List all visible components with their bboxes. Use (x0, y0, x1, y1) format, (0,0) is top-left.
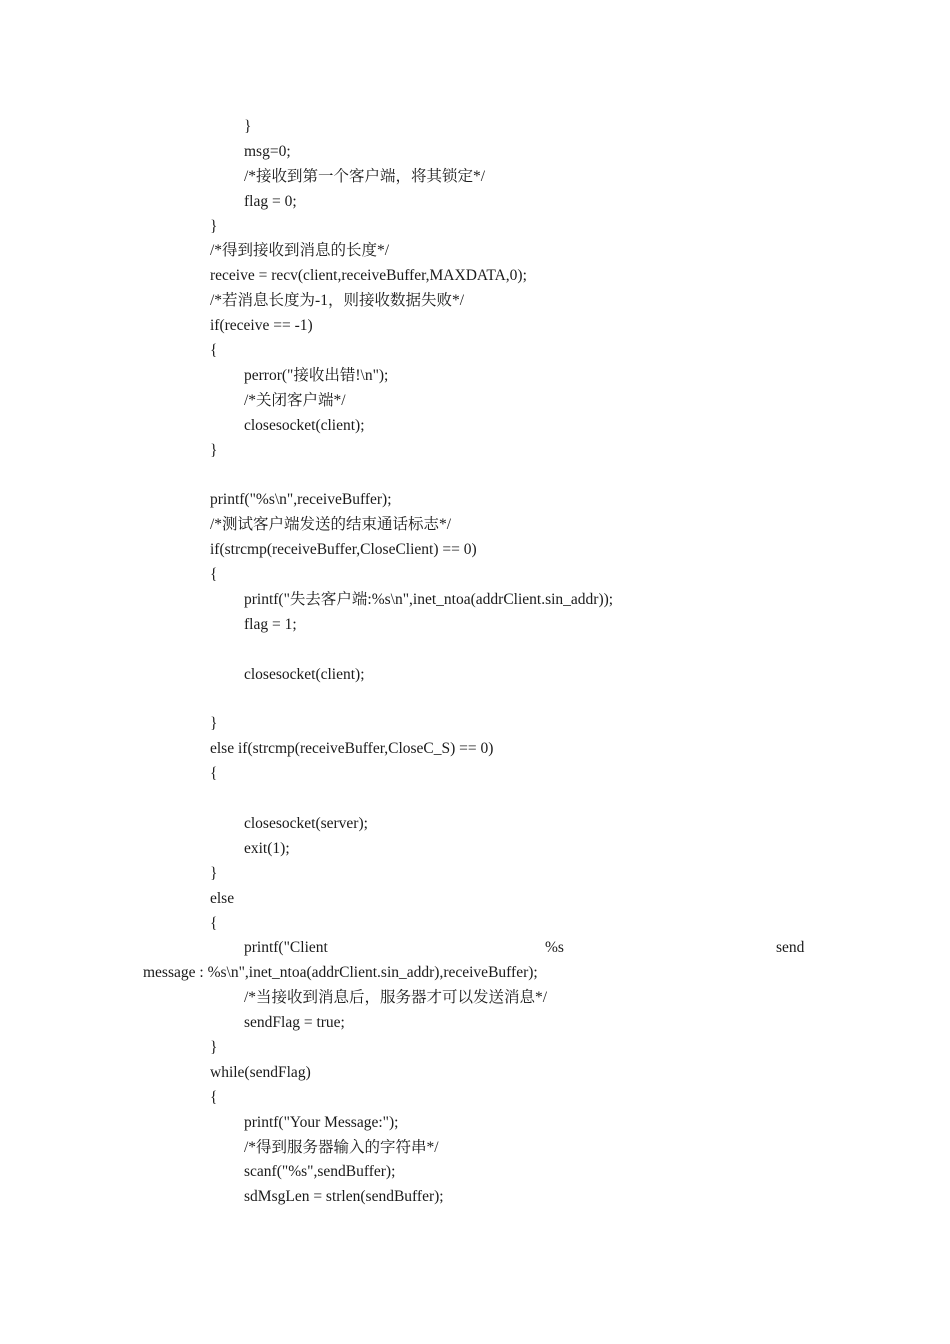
code-line-justified (0, 936, 950, 961)
code-line: flag = 1; (244, 615, 297, 633)
code-comment: /*若消息长度为-1，则接收数据失败*/ (210, 292, 465, 310)
code-line: scanf("%s",sendBuffer); (244, 1163, 396, 1181)
code-line: } (210, 441, 218, 459)
code-line: exit(1); (244, 839, 290, 857)
code-line: flag = 0; (244, 192, 297, 210)
code-line: sdMsgLen = strlen(sendBuffer); (244, 1188, 444, 1206)
code-line: } (210, 864, 218, 882)
code-line: { (210, 566, 218, 584)
code-line: } (210, 1038, 218, 1056)
code-line: { (210, 1088, 218, 1106)
code-fragment: send (776, 939, 805, 957)
code-line: closesocket(server); (244, 814, 368, 832)
code-comment: /*当接收到消息后，服务器才可以发送消息*/ (244, 989, 548, 1007)
code-line: { (210, 914, 218, 932)
code-line: } (244, 118, 252, 135)
code-line: perror("接收出错!\n"); (244, 366, 389, 384)
code-line: else if(strcmp(receiveBuffer,CloseC_S) == 0) (210, 740, 494, 758)
code-line: if(strcmp(receiveBuffer,CloseClient) == 0) (210, 541, 477, 559)
code-line: printf("失去客户端:%s\n",inet_ntoa(addrClient.sin_addr)); (244, 590, 614, 608)
code-line: { (210, 342, 218, 360)
code-comment: /*接收到第一个客户端，将其锁定*/ (244, 167, 486, 185)
code-line-continuation: message : %s\n",inet_ntoa(addrClient.sin_addr),receiveBuffer); (143, 964, 538, 982)
code-line: { (210, 765, 218, 783)
code-line: else (210, 889, 235, 907)
code-line: } (210, 715, 218, 733)
blank-line (0, 687, 950, 712)
code-line: if(receive == -1) (210, 317, 313, 335)
blank-line (0, 787, 950, 812)
code-line: closesocket(client); (244, 416, 365, 434)
code-line: printf("Your Message:"); (244, 1113, 399, 1131)
code-line: receive = recv(client,receiveBuffer,MAXDATA,0); (210, 267, 527, 285)
code-comment: /*得到接收到消息的长度*/ (210, 242, 390, 260)
blank-line (0, 638, 950, 663)
code-line: while(sendFlag) (210, 1063, 311, 1081)
code-comment: /*测试客户端发送的结束通话标志*/ (210, 516, 452, 534)
code-listing (0, 115, 950, 1210)
code-fragment: %s (545, 939, 564, 957)
code-comment: /*得到服务器输入的字符串*/ (244, 1138, 439, 1156)
code-line: } (210, 217, 218, 235)
code-line: msg=0; (244, 142, 291, 160)
code-line: printf("%s\n",receiveBuffer); (210, 491, 392, 509)
code-comment: /*关闭客户端*/ (244, 391, 346, 409)
code-line: closesocket(client); (244, 665, 365, 683)
code-fragment: printf("Client (244, 939, 328, 957)
code-line: sendFlag = true; (244, 1014, 345, 1032)
blank-line (0, 463, 950, 488)
